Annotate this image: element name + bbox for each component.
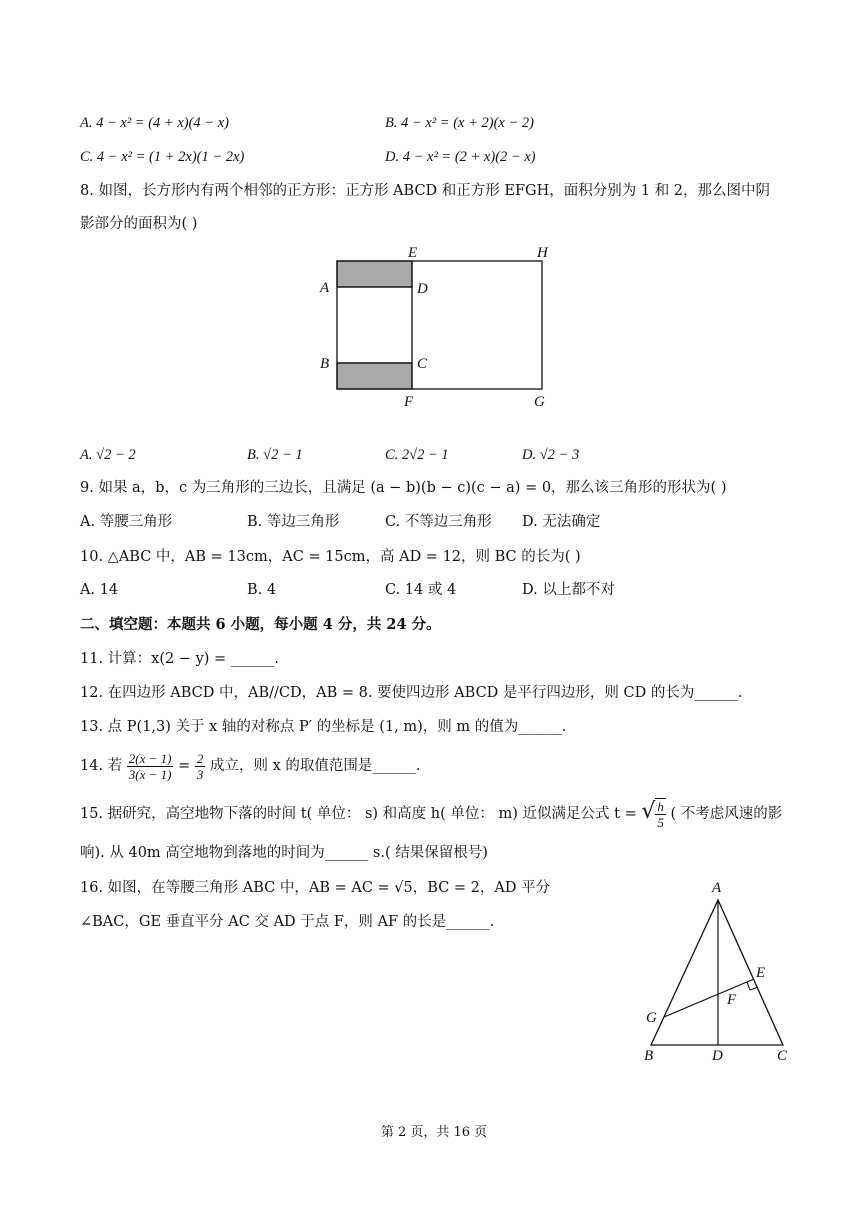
q14-suffix: 成立，则 x 的取值范围是______. (209, 758, 421, 774)
q10-option-c: C. 14 或 4 (385, 582, 457, 598)
q16-line2: ∠BAC，GE 垂直平分 AC 交 AD 于点 F，则 AF 的长是______. (80, 914, 495, 930)
q8-stem-line2: 影部分的面积为( ) (80, 216, 198, 232)
page-footer: 第 2 页，共 16 页 (380, 1125, 488, 1140)
sqrt-sign: √ (641, 799, 656, 824)
q10-option-a: A. 14 (80, 582, 119, 598)
q15-line1 (80, 793, 782, 833)
q8-option-c: C. 2√2 − 1 (385, 447, 449, 463)
shaded-rect-bottom (337, 363, 412, 389)
segment-ge (664, 979, 754, 1017)
q9-option-b: B. 等边三角形 (247, 514, 340, 530)
q13: 13. 点 P(1,3) 关于 x 轴的对称点 P′ 的坐标是 (1, m)，则 m 的值为______. (80, 719, 567, 735)
q15-prefix: 15. 据研究，高空地物下落的时间 t( 单位： s) 和高度 h( 单位： m) 近似满足公式 t = (80, 806, 637, 822)
label-b: B (320, 356, 330, 372)
q15-sqrt-numerator: h (657, 799, 664, 814)
label-a: A (320, 280, 330, 296)
q8-option-a: A. √2 − 2 (80, 447, 136, 463)
label-g: G (534, 394, 545, 410)
q8-option-b: B. √2 − 1 (247, 447, 303, 463)
q14 (80, 748, 420, 784)
q15-sqrt-fraction (655, 798, 666, 830)
q7-option-c: C. 4 − x² = (1 + 2x)(1 − 2x) (80, 149, 245, 165)
q7-option-d: D. 4 − x² = (2 + x)(2 − x) (385, 149, 536, 165)
label-f: F (404, 394, 414, 410)
section-heading: 二、填空题：本题共 6 小题，每小题 4 分，共 24 分。 (80, 616, 441, 633)
q15-line2: 响). 从 40m 高空地物到落地的时间为______ s.( 结果保留根号) (80, 845, 488, 861)
q14-fraction-left (127, 751, 174, 782)
q11: 11. 计算：x(2 − y) = ______. (80, 651, 279, 667)
q9-option-a: A. 等腰三角形 (80, 514, 173, 530)
q9-stem: 9. 如果 a，b，c 为三角形的三边长，且满足 (a − b)(b − c)(c − a) = 0，那么该三角形的形状为( ) (80, 480, 727, 496)
shaded-rect-top (337, 261, 412, 287)
q9-option-c: C. 不等边三角形 (385, 514, 492, 530)
label-a: A (712, 880, 722, 896)
q14-equals: = (178, 758, 191, 774)
q14-fraction-right (195, 751, 206, 782)
label-e: E (756, 965, 766, 981)
label-d: D (417, 281, 428, 297)
q15-sqrt-denominator: 5 (657, 815, 664, 830)
q9-option-d: D. 无法确定 (522, 514, 601, 530)
q8-stem-line1: 8. 如图，长方形内有两个相邻的正方形：正方形 ABCD 和正方形 EFGH，面积分别为 1 和 2，那么图中阴 (80, 183, 771, 199)
q14-numerator-right: 2 (196, 750, 204, 766)
q16-figure (636, 878, 796, 1068)
label-h: H (537, 245, 548, 261)
q10-option-d: D. 以上都不对 (522, 582, 615, 598)
label-f: F (727, 992, 737, 1008)
q15-suffix: ( 不考虑风速的影 (670, 806, 783, 822)
q8-option-d: D. √2 − 3 (522, 447, 580, 463)
q7-option-b: B. 4 − x² = (x + 2)(x − 2) (385, 115, 534, 131)
q14-numerator-left: 2(x − 1) (128, 750, 172, 766)
q7-option-a: A. 4 − x² = (4 + x)(4 − x) (80, 115, 229, 131)
label-b: B (644, 1048, 654, 1064)
label-g: G (646, 1010, 657, 1026)
label-d: D (712, 1048, 723, 1064)
q14-prefix: 14. 若 (80, 758, 123, 774)
q10-stem: 10. △ABC 中，AB = 13cm，AC = 15cm，高 AD = 12，则 BC 的长为( ) (80, 549, 581, 565)
q12: 12. 在四边形 ABCD 中，AB//CD，AB = 8. 要使四边形 ABCD 是平行四边形，则 CD 的长为______. (80, 685, 743, 701)
q16-line1: 16. 如图，在等腰三角形 ABC 中，AB = AC = √5，BC = 2，AD 平分 (80, 880, 551, 896)
q8-figure (310, 240, 570, 410)
label-c: C (777, 1048, 788, 1064)
label-e: E (408, 245, 418, 261)
label-c: C (417, 356, 428, 372)
q14-denominator-right: 3 (196, 766, 204, 782)
q14-denominator-left: 3(x − 1) (128, 766, 172, 782)
q10-option-b: B. 4 (247, 582, 277, 598)
